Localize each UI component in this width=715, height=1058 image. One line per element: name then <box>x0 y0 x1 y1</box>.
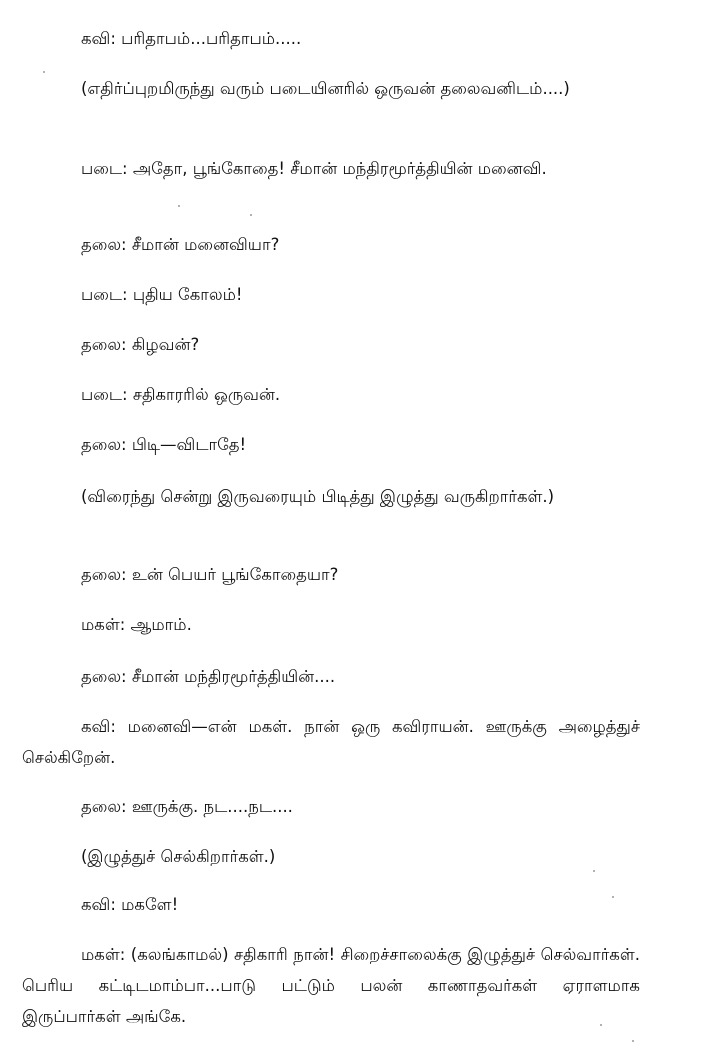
dialogue-thalai-1: தலை: சீமான் மனைவியா? <box>81 235 280 254</box>
dialogue-magal-1: மகள்: ஆமாம். <box>81 615 192 634</box>
scan-speck <box>600 1024 602 1026</box>
scan-speck <box>593 870 595 872</box>
dialogue-padai-2: படை: புதிய கோலம்! <box>81 285 243 304</box>
scan-speck <box>250 214 252 216</box>
dialogue-padai-3: படை: சதிகாரரில் ஒருவன். <box>81 385 281 404</box>
scan-speck <box>632 1040 634 1042</box>
dialogue-kavi-2: கவி: மனைவி—என் மகள். நான் ஒரு கவிராயன். ஊருக்கு அழைத்துச் செல்கிறேன். <box>22 717 640 767</box>
dialogue-thalai-2: தலை: கிழவன்? <box>81 335 200 354</box>
stage-direction-2: (விரைந்து சென்று இருவரையும் பிடித்து இழுத்து வருகிறார்கள்.) <box>81 487 555 506</box>
dialogue-thalai-5: தலை: சீமான் மந்திரமூர்த்தியின்.... <box>81 667 336 686</box>
stage-direction-1: (எதிர்ப்புறமிருந்து வரும் படையினரில் ஒருவன் தலைவனிடம்....) <box>81 79 570 98</box>
scan-speck <box>612 896 614 898</box>
dialogue-kavi-3: கவி: மகளே! <box>81 895 179 914</box>
dialogue-thalai-6: தலை: ஊருக்கு. நட....நட.... <box>81 797 293 816</box>
dialogue-thalai-3: தலை: பிடி—விடாதே! <box>81 435 247 454</box>
dialogue-thalai-4: தலை: உன் பெயர் பூங்கோதையா? <box>81 565 339 584</box>
stage-direction-3: (இழுத்துச் செல்கிறார்கள்.) <box>81 847 276 866</box>
dialogue-magal-2: மகள்: (கலங்காமல்) சதிகாரி நான்! சிறைச்சாலைக்கு இழுத்துச் செல்வார்கள். பெரிய கட்டிடமாம்பா...பாடு பட்டும் பலன் காணாதவர்கள் ஏராளமாக இருப்பார்கள் அங்கே. <box>22 945 640 1026</box>
dialogue-padai-1: படை: அதோ, பூங்கோதை! சீமான் மந்திரமூர்த்தியின் மனைவி. <box>81 159 547 178</box>
scan-speck <box>178 205 180 207</box>
scan-speck <box>43 71 45 73</box>
dialogue-kavi-1: கவி: பரிதாபம்...பரிதாபம்..... <box>81 29 302 48</box>
